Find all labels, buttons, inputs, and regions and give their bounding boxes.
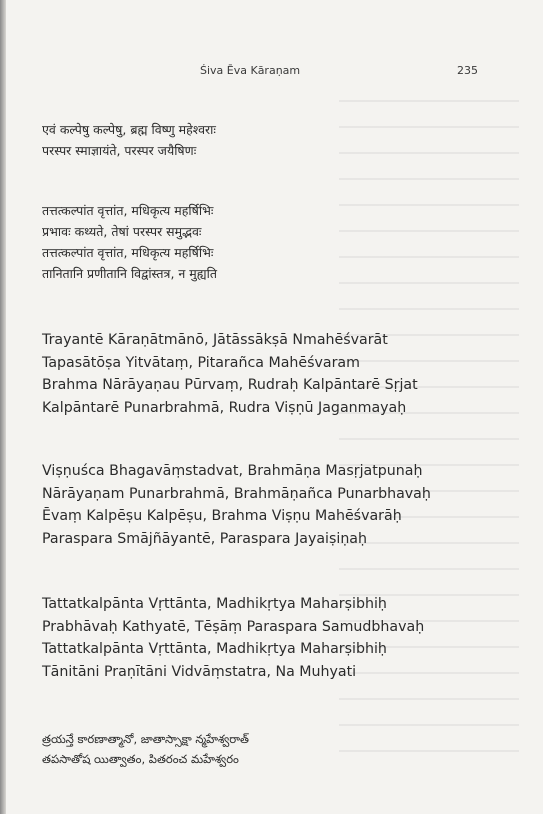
sanskrit-line: तानितानि प्रणीतानि विद्वांस्तत्र, न मुह्यति <box>42 266 217 281</box>
transliteration-line: Nārāyaṇam Punarbrahmā, Brahmāṇañca Punarbhavaḥ <box>42 485 431 502</box>
transliteration-line: Prabhāvaḥ Kathyatē, Tēṣāṃ Paraspara Samudbhavaḥ <box>42 618 425 635</box>
running-title: Śiva Ēva Kāraṇam <box>200 64 301 77</box>
transliteration-line: Paraspara Smājñāyantē, Paraspara Jayaiṣiṇaḥ <box>42 530 367 547</box>
transliteration-line: Tattatkalpānta Vṛttānta, Madhikṛtya Maharṣibhiḥ <box>42 641 387 658</box>
telugu-line: తపసాతోష యిత్వాతం, పితరంచ మహేశ్వరం <box>42 752 239 766</box>
sanskrit-line: प्रभावः कथ्यते, तेषां परस्पर समुद्भवः <box>42 224 202 239</box>
sanskrit-line: परस्पर स्माज्ञायंते, परस्पर जयैषिणः <box>42 143 197 158</box>
page-edge-shadow <box>0 0 6 814</box>
sanskrit-verse-1 <box>42 119 512 161</box>
transliteration-verse-2 <box>42 460 512 550</box>
running-header <box>0 64 543 80</box>
transliteration-line: Tattatkalpānta Vṛttānta, Madhikṛtya Maharṣibhiḥ <box>42 596 387 612</box>
transliteration-verse-3 <box>42 593 512 683</box>
transliteration-line: Viṣṇuśca Bhagavāṃstadvat, Brahmāṇa Masṛjatpunaḥ <box>42 463 423 479</box>
sanskrit-line: तत्तत्कल्पांत वृत्तांत, मधिकृत्य महर्षिभिः <box>42 203 214 218</box>
transliteration-line: Tapasātōṣa Yitvātaṃ, Pitarañca Mahēśvaram <box>42 354 360 371</box>
page-number: 235 <box>457 64 478 77</box>
sanskrit-verse-2 <box>42 200 512 284</box>
transliteration-line: Ēvaṃ Kalpēṣu Kalpēṣu, Brahma Viṣṇu Mahēśvarāḥ <box>42 508 402 525</box>
transliteration-line: Trayantē Kāraṇātmānō, Jātāssākṣā Nmahēśvarāt <box>42 332 388 348</box>
telugu-verse <box>42 729 512 769</box>
transliteration-verse-1 <box>42 329 512 419</box>
telugu-line: త్రయన్తే కారణాత్మానో, జాతాస్సాక్షా న్మహేశ్వరాత్ <box>42 732 249 746</box>
transliteration-line: Brahma Nārāyaṇau Pūrvaṃ, Rudraḥ Kalpāntarē Sṛjat <box>42 377 418 394</box>
sanskrit-line: तत्तत्कल्पांत वृत्तांत, मधिकृत्य महर्षिभिः <box>42 245 214 260</box>
transliteration-line: Kalpāntarē Punarbrahmā, Rudra Viṣṇū Jaganmayaḥ <box>42 399 407 416</box>
transliteration-line: Tānitāni Praṇītāni Vidvāṃstatra, Na Muhyati <box>42 663 357 680</box>
sanskrit-line: एवं कल्पेषु कल्पेषु, ब्रह्म विष्णु महेश्वराः <box>42 122 216 137</box>
